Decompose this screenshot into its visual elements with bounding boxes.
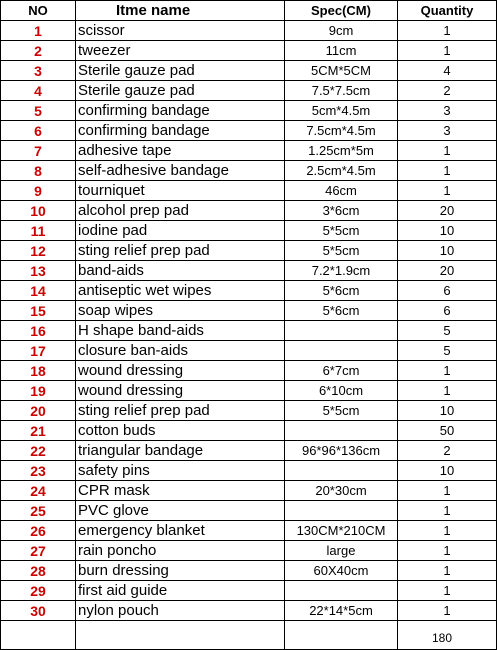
table-row (1, 421, 497, 441)
table-row (1, 261, 497, 281)
row-number: 10 (1, 201, 76, 221)
table-row (1, 321, 497, 341)
item-spec: 7.5cm*4.5m (285, 121, 398, 141)
item-spec: 22*14*5cm (285, 601, 398, 621)
header-row (1, 1, 497, 21)
table-body (1, 21, 497, 621)
table-row (1, 241, 497, 261)
header-spec: Spec(CM) (285, 1, 398, 21)
row-number: 16 (1, 321, 76, 341)
table-row (1, 481, 497, 501)
item-spec (285, 581, 398, 601)
item-spec: 9cm (285, 21, 398, 41)
item-name: wound dressing (76, 381, 285, 401)
item-name: H shape band-aids (76, 321, 285, 341)
row-number: 9 (1, 181, 76, 201)
item-quantity: 1 (398, 141, 497, 161)
table-row (1, 601, 497, 621)
item-quantity: 10 (398, 461, 497, 481)
item-name: adhesive tape (76, 141, 285, 161)
item-spec: 5*5cm (285, 241, 398, 261)
row-number: 20 (1, 401, 76, 421)
item-spec: 5cm*4.5m (285, 101, 398, 121)
item-name: nylon pouch (76, 601, 285, 621)
table-row (1, 541, 497, 561)
row-number: 21 (1, 421, 76, 441)
row-number: 12 (1, 241, 76, 261)
item-quantity: 4 (398, 61, 497, 81)
table-row (1, 401, 497, 421)
row-number: 7 (1, 141, 76, 161)
item-spec: 6*10cm (285, 381, 398, 401)
item-name: tweezer (76, 41, 285, 61)
item-quantity: 10 (398, 401, 497, 421)
item-quantity: 2 (398, 81, 497, 101)
item-name: tourniquet (76, 181, 285, 201)
total-quantity: 180 (398, 621, 497, 650)
item-quantity: 1 (398, 181, 497, 201)
row-number: 4 (1, 81, 76, 101)
row-number: 1 (1, 21, 76, 41)
row-number: 11 (1, 221, 76, 241)
item-name: band-aids (76, 261, 285, 281)
item-quantity: 1 (398, 381, 497, 401)
item-spec: 6*7cm (285, 361, 398, 381)
table-row (1, 501, 497, 521)
table-row (1, 381, 497, 401)
item-name: alcohol prep pad (76, 201, 285, 221)
header-quantity: Quantity (398, 1, 497, 21)
table-row (1, 461, 497, 481)
item-name: closure ban-aids (76, 341, 285, 361)
item-spec: 5*5cm (285, 221, 398, 241)
item-quantity: 1 (398, 361, 497, 381)
table-row (1, 281, 497, 301)
table-row (1, 121, 497, 141)
table-row (1, 201, 497, 221)
item-name: confirming bandage (76, 101, 285, 121)
item-spec: 46cm (285, 181, 398, 201)
row-number: 27 (1, 541, 76, 561)
total-no-cell (1, 621, 76, 650)
item-name: antiseptic wet wipes (76, 281, 285, 301)
item-quantity: 1 (398, 481, 497, 501)
item-quantity: 1 (398, 561, 497, 581)
item-quantity: 3 (398, 121, 497, 141)
item-name: scissor (76, 21, 285, 41)
header-no: NO (1, 1, 76, 21)
item-spec: large (285, 541, 398, 561)
item-spec: 1.25cm*5m (285, 141, 398, 161)
table-row (1, 561, 497, 581)
total-name-cell (76, 621, 285, 650)
item-spec (285, 501, 398, 521)
table-row (1, 521, 497, 541)
item-spec: 5*6cm (285, 281, 398, 301)
item-spec (285, 461, 398, 481)
item-name: soap wipes (76, 301, 285, 321)
row-number: 18 (1, 361, 76, 381)
row-number: 25 (1, 501, 76, 521)
table-row (1, 101, 497, 121)
row-number: 29 (1, 581, 76, 601)
item-quantity: 50 (398, 421, 497, 441)
item-name: sting relief prep pad (76, 401, 285, 421)
total-spec-cell (285, 621, 398, 650)
item-spec: 7.2*1.9cm (285, 261, 398, 281)
item-quantity: 10 (398, 241, 497, 261)
item-quantity: 1 (398, 21, 497, 41)
item-spec: 5CM*5CM (285, 61, 398, 81)
item-quantity: 2 (398, 441, 497, 461)
row-number: 2 (1, 41, 76, 61)
item-spec (285, 421, 398, 441)
item-spec: 130CM*210CM (285, 521, 398, 541)
item-name: emergency blanket (76, 521, 285, 541)
item-quantity: 1 (398, 601, 497, 621)
item-spec: 20*30cm (285, 481, 398, 501)
item-name: cotton buds (76, 421, 285, 441)
item-quantity: 20 (398, 261, 497, 281)
table-row (1, 81, 497, 101)
row-number: 28 (1, 561, 76, 581)
item-spec (285, 341, 398, 361)
table-row (1, 341, 497, 361)
total-row (1, 621, 497, 650)
row-number: 14 (1, 281, 76, 301)
item-quantity: 10 (398, 221, 497, 241)
table-row (1, 441, 497, 461)
item-spec: 7.5*7.5cm (285, 81, 398, 101)
item-name: Sterile gauze pad (76, 61, 285, 81)
row-number: 17 (1, 341, 76, 361)
item-quantity: 1 (398, 161, 497, 181)
item-spec: 11cm (285, 41, 398, 61)
item-name: sting relief prep pad (76, 241, 285, 261)
table-row (1, 181, 497, 201)
item-spec (285, 321, 398, 341)
item-name: triangular bandage (76, 441, 285, 461)
table-row (1, 61, 497, 81)
row-number: 13 (1, 261, 76, 281)
item-spec: 60X40cm (285, 561, 398, 581)
table-row (1, 21, 497, 41)
item-name: iodine pad (76, 221, 285, 241)
item-name: Sterile gauze pad (76, 81, 285, 101)
item-quantity: 3 (398, 101, 497, 121)
item-quantity: 1 (398, 41, 497, 61)
item-name: safety pins (76, 461, 285, 481)
table-row (1, 581, 497, 601)
table-row (1, 361, 497, 381)
row-number: 6 (1, 121, 76, 141)
row-number: 24 (1, 481, 76, 501)
item-name: wound dressing (76, 361, 285, 381)
table-row (1, 41, 497, 61)
row-number: 30 (1, 601, 76, 621)
row-number: 19 (1, 381, 76, 401)
item-name: confirming bandage (76, 121, 285, 141)
item-name: burn dressing (76, 561, 285, 581)
item-name: self-adhesive bandage (76, 161, 285, 181)
row-number: 5 (1, 101, 76, 121)
item-name: first aid guide (76, 581, 285, 601)
row-number: 22 (1, 441, 76, 461)
item-quantity: 1 (398, 581, 497, 601)
item-quantity: 5 (398, 321, 497, 341)
item-spec: 5*6cm (285, 301, 398, 321)
item-spec: 96*96*136cm (285, 441, 398, 461)
table-row (1, 141, 497, 161)
row-number: 26 (1, 521, 76, 541)
table-row (1, 301, 497, 321)
item-quantity: 6 (398, 301, 497, 321)
row-number: 3 (1, 61, 76, 81)
item-name: PVC glove (76, 501, 285, 521)
item-quantity: 1 (398, 521, 497, 541)
header-item-name: Itme name (76, 1, 285, 21)
item-quantity: 6 (398, 281, 497, 301)
row-number: 15 (1, 301, 76, 321)
table-row (1, 161, 497, 181)
table-row (1, 221, 497, 241)
item-name: rain poncho (76, 541, 285, 561)
row-number: 8 (1, 161, 76, 181)
item-quantity: 1 (398, 541, 497, 561)
item-name: CPR mask (76, 481, 285, 501)
row-number: 23 (1, 461, 76, 481)
item-spec: 3*6cm (285, 201, 398, 221)
item-quantity: 1 (398, 501, 497, 521)
item-quantity: 20 (398, 201, 497, 221)
item-quantity: 5 (398, 341, 497, 361)
item-spec: 2.5cm*4.5m (285, 161, 398, 181)
item-spec: 5*5cm (285, 401, 398, 421)
